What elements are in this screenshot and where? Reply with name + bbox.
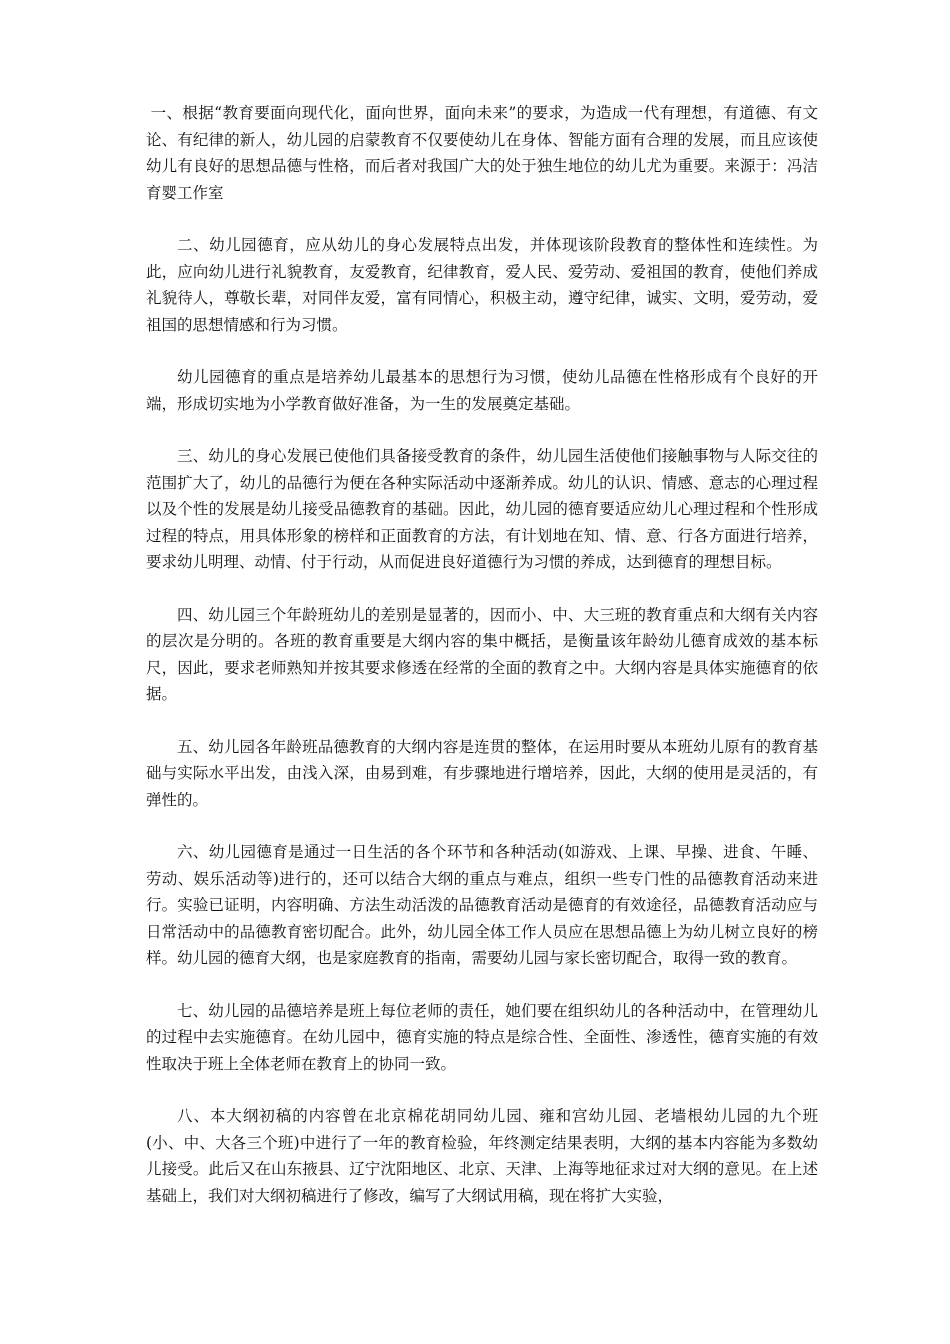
paragraph-5: 四、幼儿园三个年龄班幼儿的差别是显著的，因而小、中、大三班的教育重点和大纲有关内容的层次是分明的。各班的教育重要是大纲内容的集中概括，是衡量该年龄幼儿德育成效的基本标尺，因此，要求老师熟知并按其要求修透在经常的全面的教育之中。大纲内容是具体实施德育的依据。 [146, 605, 818, 703]
paragraph-9: 八、本大纲初稿的内容曾在北京棉花胡同幼儿园、雍和宫幼儿园、老墙根幼儿园的九个班(小、中、大各三个班)中进行了一年的教育检验，年终测定结果表明，大纲的基本内容能为多数幼儿接受。此后又在山东掖县、辽宁沈阳地区、北京、天津、上海等地征求过对大纲的意见。在上述基础上，我们对大纲初稿进行了修改，编写了大纲试用稿，现在将扩大实验， [146, 1107, 818, 1205]
paragraph-2: 二、幼儿园德育，应从幼儿的身心发展特点出发，并体现该阶段教育的整体性和连续性。为此，应向幼儿进行礼貌教育，友爱教育，纪律教育，爱人民、爱劳动、爱祖国的教育，使他们养成礼貌待人，尊敬长辈，对同伴友爱，富有同情心，积极主动，遵守纪律，诚实、文明，爱劳动，爱祖国的思想情感和行为习惯。 [146, 236, 818, 334]
paragraph-8: 七、幼儿园的品德培养是班上每位老师的责任，她们要在组织幼儿的各种活动中，在管理幼儿的过程中去实施德育。在幼儿园中，德育实施的特点是综合性、全面性、渗透性，德育实施的有效性取决于班上全体老师在教育上的协同一致。 [146, 1001, 818, 1073]
paragraph-1: 一、根据“教育要面向现代化，面向世界，面向未来”的要求，为造成一代有理想，有道德、有文论、有纪律的新人，幼儿园的启蒙教育不仅要使幼儿在身体、智能方面有合理的发展，而且应该使幼儿有良好的思想品德与性格，而后者对我国广大的处于独生地位的幼儿尤为重要。来源于：冯洁育婴工作室 [146, 104, 818, 202]
paragraph-7: 六、幼儿园德育是通过一日生活的各个环节和各种活动(如游戏、上课、早操、进食、午睡、劳动、娱乐活动等)进行的，还可以结合大纲的重点与难点，组织一些专门性的品德教育活动来进行。实验已证明，内容明确、方法生动活泼的品德教育活动是德育的有效途径，品德教育活动应与日常活动中的品德教育密切配合。此外，幼儿园全体工作人员应在思想品德上为幼儿树立良好的榜样。幼儿园的德育大纲，也是家庭教育的指南，需要幼儿园与家长密切配合，取得一致的教育。 [146, 843, 818, 967]
paragraph-3: 幼儿园德育的重点是培养幼儿最基本的思想行为习惯，使幼儿品德在性格形成有个良好的开端，形成切实地为小学教育做好准备，为一生的发展奠定基础。 [146, 368, 818, 413]
document-body [146, 100, 818, 1209]
paragraph-6: 五、幼儿园各年龄班品德教育的大纲内容是连贯的整体，在运用时要从本班幼儿原有的教育基础与实际水平出发，由浅入深，由易到难，有步骤地进行增培养，因此，大纲的使用是灵活的，有弹性的。 [146, 737, 818, 809]
paragraph-4: 三、幼儿的身心发展已使他们具备接受教育的条件，幼儿园生活使他们接触事物与人际交往的范围扩大了，幼儿的品德行为便在各种实际活动中逐渐养成。幼儿的认识、情感、意志的心理过程以及个性的发展是幼儿接受品德教育的基础。因此，幼儿园的德育要适应幼儿心理过程和个性形成过程的特点，用具体形象的榜样和正面教育的方法，有计划地在知、情、意、行各方面进行培养，要求幼儿明理、动情、付于行动，从而促进良好道德行为习惯的养成，达到德育的理想目标。 [146, 447, 818, 571]
